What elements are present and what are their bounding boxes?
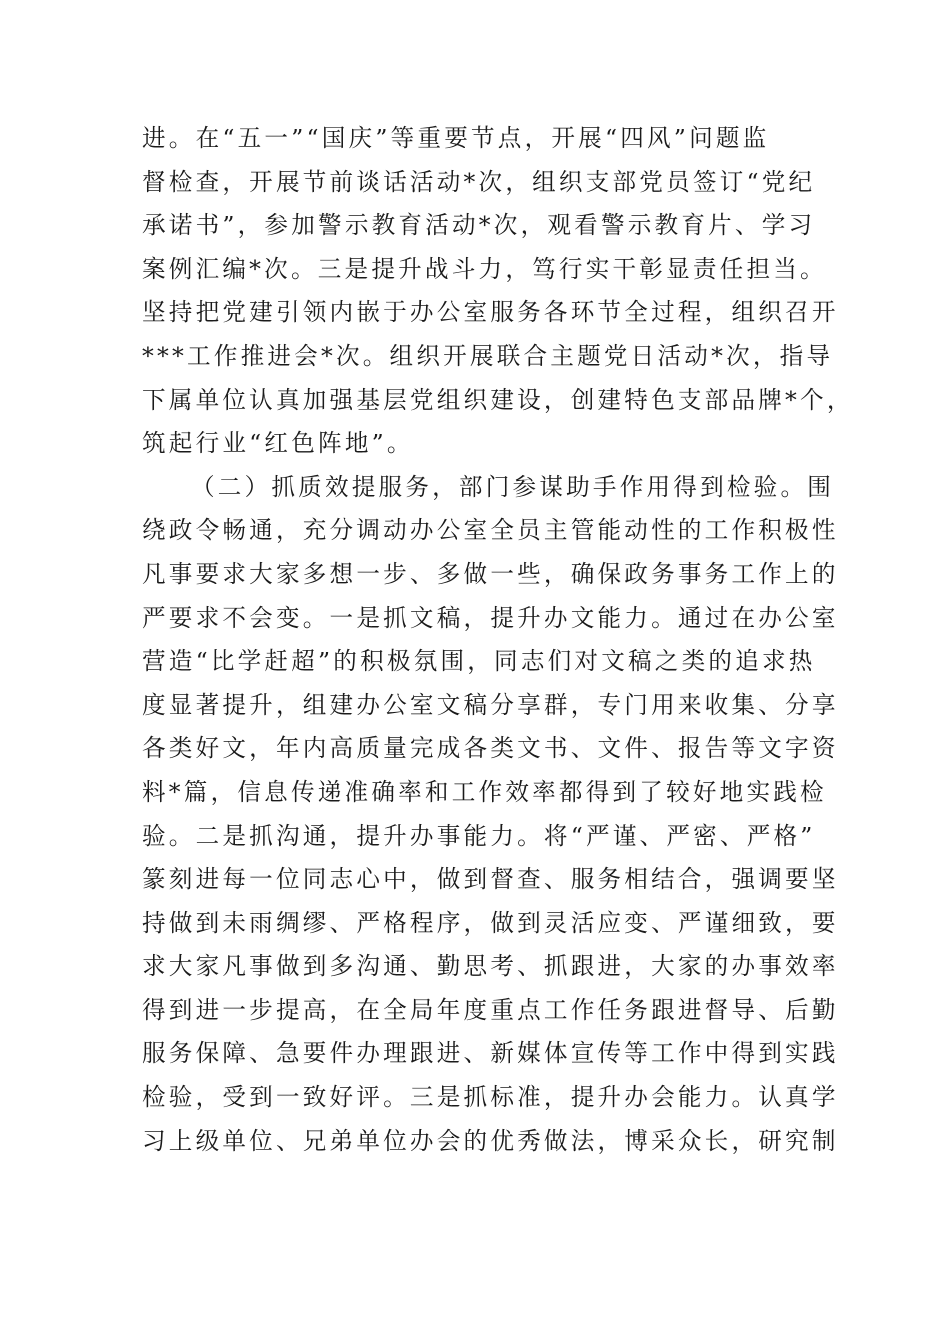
text-line-12: 严要求不会变。一是抓文稿，提升办文能力。通过在办公室 [142,603,839,632]
text-line-23: 检验，受到一致好评。三是抓标准，提升办会能力。认真学 [142,1083,839,1112]
text-line-21: 得到进一步提高，在全局年度重点工作任务跟进督导、后勤 [142,995,839,1024]
text-line-7: 下属单位认真加强基层党组织建设，创建特色支部品牌*个， [142,385,854,414]
text-line-4: 案例汇编*次。三是提升战斗力，笃行实干彰显责任担当。 [142,254,827,283]
text-line-14: 度显著提升，组建办公室文稿分享群，专门用来收集、分享 [142,690,839,719]
document-body [142,117,854,1163]
section-heading-line: （二）抓质效提服务，部门参谋助手作用得到检验。围 [191,472,835,501]
text-line-10: 绕政令畅通，充分调动办公室全员主管能动性的工作积极性 [142,516,839,545]
text-line-24: 习上级单位、兄弟单位办会的优秀做法，博采众长，研究制 [142,1126,839,1155]
text-line-6: ***工作推进会*次。组织开展联合主题党日活动*次，指导 [142,341,834,370]
text-line-20: 求大家凡事做到多沟通、勤思考、抓跟进，大家的办事效率 [142,952,839,981]
text-line-19: 持做到未雨绸缪、严格程序，做到灵活应变、严谨细致，要 [142,908,839,937]
text-line-17: 验。二是抓沟通，提升办事能力。将“严谨、严密、严格” [142,821,816,850]
text-line-22: 服务保障、急要件办理跟进、新媒体宣传等工作中得到实践 [142,1039,839,1068]
text-line-5: 坚持把党建引领内嵌于办公室服务各环节全过程，组织召开 [142,298,839,327]
text-line-11: 凡事要求大家多想一步、多做一些，确保政务事务工作上的 [142,559,839,588]
text-line-3: 承诺书”，参加警示教育活动*次，观看警示教育片、学习 [142,211,816,240]
text-line-13: 营造“比学赶超”的积极氛围，同志们对文稿之类的追求热 [142,647,816,676]
text-line-15: 各类好文，年内高质量完成各类文书、文件、报告等文字资 [142,734,839,763]
text-line-8: 筑起行业“红色阵地”。 [142,429,414,458]
text-line-16: 料*篇，信息传递准确率和工作效率都得到了较好地实践检 [142,777,827,806]
text-line-1: 进。在“五一”“国庆”等重要节点，开展“四风”问题监 [142,124,770,152]
text-line-18: 篆刻进每一位同志心中，做到督查、服务相结合，强调要坚 [142,865,839,894]
text-line-2: 督检查，开展节前谈话活动*次，组织支部党员签订“党纪 [142,167,816,196]
